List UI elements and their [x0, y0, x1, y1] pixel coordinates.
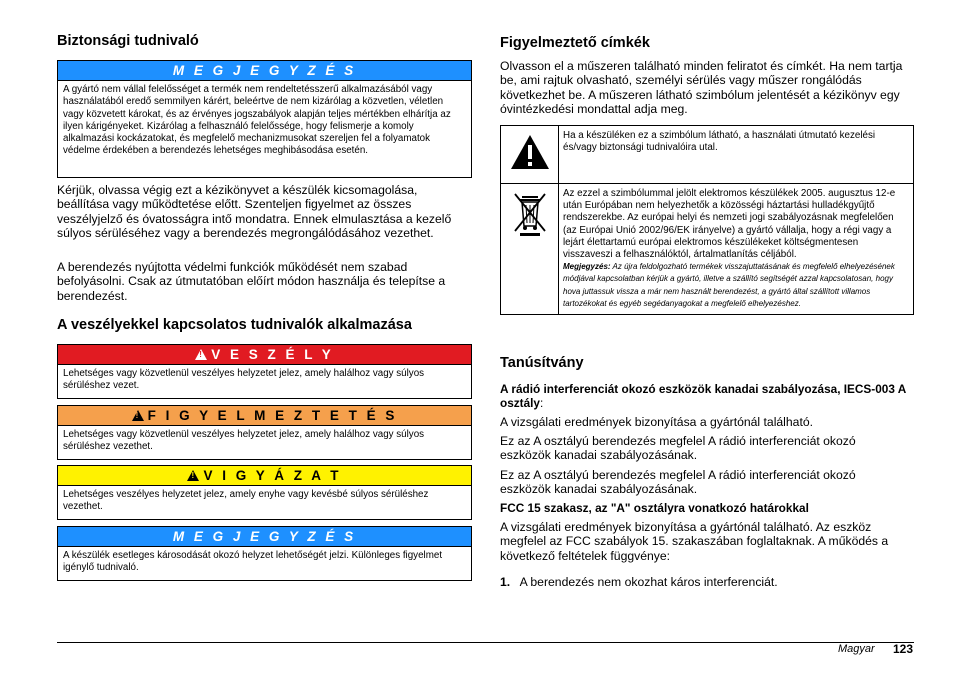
- caution-box: [57, 465, 472, 520]
- note-text: A gyártó nem vállal felelősséget a termék nem rendeltetésszerű alkalmazásából vagy használatából eredő semmilyen kárért, beleértve de nem kizárólag a közvetlen, véletlen vagy közvetett károkat, és az érvényes jogszabályok alapján teljes mértékben elhárítja az ilyen kárigényeket. Kizárólag a felhasználó felelőssége, hogy felismerje a komoly alkalmazási kockázatokat, és megfelelő mechanizmusokat szereljen fel a folyamatok védelme érdekében a berendezés lehetséges meghibásodása esetén.: [63, 84, 451, 157]
- crossed-out-bin-icon: [512, 192, 548, 236]
- symbol-row: [501, 126, 914, 184]
- heading-hazard-info: A veszélyekkel kapcsolatos tudnivalók alkalmazása: [57, 317, 412, 333]
- warning-triangle-icon: [132, 410, 144, 421]
- weee-note-label: Megjegyzés:: [563, 262, 611, 272]
- weee-note-text: Az újra feldolgozható termékek visszajuttatásának és megfelelő elhelyezésének módjával kapcsolatban kérjük a gyártó, illetve a szállító segítségét azzal kapcsolatosan, hogy hova juttassuk vissza a már nem használt berendezést, a gyártó által szállított villamos tartozékokat és egyéb segédanyagokat a megfelelő elhelyezéshez.: [563, 262, 895, 308]
- caution-text: Lehetséges veszélyes helyzetet jelez, amely enyhe vagy kevésbé súlyos sérüléshez vezethet.: [63, 489, 429, 513]
- danger-header: [58, 345, 471, 365]
- cert-subheading-1: [500, 382, 914, 411]
- cert-paragraph-3: Ez az A osztályú berendezés megfelel A rádió interferenciát okozó eszközök kanadai szabályozásának.: [500, 468, 856, 497]
- symbol-table: [500, 125, 914, 315]
- note-header: M E G J E G Y Z É S: [58, 61, 471, 81]
- safety-paragraph-1: Kérjük, olvassa végig ezt a kézikönyvet a készülék kicsomagolása, beállítása vagy működtetése előtt. Szenteljen figyelmet az összes veszélyjelző és óvatosságra intő mondatra. Ennek elmulasztása a kezelő súlyos sérüléséhez vagy a berendezés megrongálódásához vezethet.: [57, 183, 452, 241]
- warning-triangle-icon: [509, 133, 551, 171]
- symbol-cell: [501, 184, 559, 315]
- labels-paragraph: Olvasson el a műszeren található minden feliratot és címkét. Ha nem tartja be, ami rajtuk olvasható, személyi sérülés vagy műszer rongálódás következhet be. A műszeren látható szimbólum jelentését a kézikönyv egy óvintézkedési mondattal adja meg.: [500, 59, 903, 117]
- list-item-text: A berendezés nem okozhat káros interferenciát.: [519, 575, 778, 589]
- list-number: 1.: [500, 575, 511, 589]
- weee-text: Az ezzel a szimbólummal jelölt elektromos készülékek 2005. augusztus 12-e után Európában nem helyezhetők a közösségi háztartási hulladékgyűjtő rendszerekbe. Az európai helyi és nemzeti jogi szabályozásnak megfelelően (az Európai Unió 2002/96/EK irányelve) a gyártó vállalja, hogy a régi vagy a lejárt élettartamú európai elektromos készülékeket költségmentesen visszaveszi a felhasználóktól, ártalmatlanítás céljából.: [563, 188, 896, 261]
- heading-certification: Tanúsítvány: [500, 355, 584, 371]
- danger-label: V E S Z É L Y: [211, 347, 334, 362]
- caution-header: [58, 466, 471, 486]
- note-box-2: [57, 526, 472, 581]
- danger-box: [57, 344, 472, 399]
- warning-box: [57, 405, 472, 460]
- cert-subheading-1-colon: :: [540, 396, 544, 411]
- cert-paragraph-2: Ez az A osztályú berendezés megfelel A rádió interferenciát okozó eszközök kanadai szabályozásának.: [500, 434, 856, 463]
- numbered-list: [500, 575, 914, 589]
- note-box-1: [57, 60, 472, 178]
- warning-triangle-icon: [195, 349, 207, 360]
- symbol-cell: [501, 126, 559, 184]
- warning-triangle-icon: [187, 470, 199, 481]
- symbol-description: Ha a készüléken ez a szimbólum látható, a használati útmutató kezelési és/vagy biztonsági tudnivalóira utal.: [559, 126, 914, 184]
- cert-subheading-2: FCC 15 szakasz, az "A" osztályra vonatkozó határokkal: [500, 501, 809, 515]
- weee-note: [563, 262, 895, 308]
- warning-header: [58, 406, 471, 426]
- warning-text: Lehetséges vagy közvetlenül veszélyes helyzetet jelez, amely halálhoz vagy súlyos sérüléshez vezethet.: [63, 429, 425, 453]
- note-header: M E G J E G Y Z É S: [58, 527, 471, 547]
- footer-rule: [57, 642, 914, 643]
- heading-warning-labels: Figyelmeztető címkék: [500, 35, 650, 51]
- cert-subheading-1-text: A rádió interferenciát okozó eszközök kanadai szabályozása, IECS-003 A osztály: [500, 382, 906, 411]
- caution-label: V I G Y Á Z A T: [203, 468, 342, 483]
- symbol-description: [559, 184, 914, 315]
- safety-paragraph-2: A berendezés nyújtotta védelmi funkciók működését nem szabad befolyásolni. Csak az útmutatóban előírt módon használja és telepítse a berendezést.: [57, 260, 446, 303]
- footer-language: Magyar: [838, 643, 875, 655]
- cert-paragraph-1: A vizsgálati eredmények bizonyítása a gyártónál található.: [500, 415, 813, 429]
- symbol-row: [501, 184, 914, 315]
- page-number: 123: [893, 642, 914, 656]
- warning-label: F I G Y E L M E Z T E T É S: [147, 408, 398, 423]
- note-text: A készülék esetleges károsodását okozó helyzet lehetőségét jelzi. Különleges figyelmet igénylő tudnivaló.: [63, 550, 443, 574]
- heading-safety: Biztonsági tudnivaló: [57, 33, 199, 49]
- cert-paragraph-4: A vizsgálati eredmények bizonyítása a gyártónál található. Az eszköz megfelel az FCC szabályok 15. szakaszában foglaltaknak. A működés a következő feltételek függvénye:: [500, 520, 889, 563]
- danger-text: Lehetséges vagy közvetlenül veszélyes helyzetet jelez, amely halálhoz vagy súlyos sérüléshez vezet.: [63, 368, 425, 392]
